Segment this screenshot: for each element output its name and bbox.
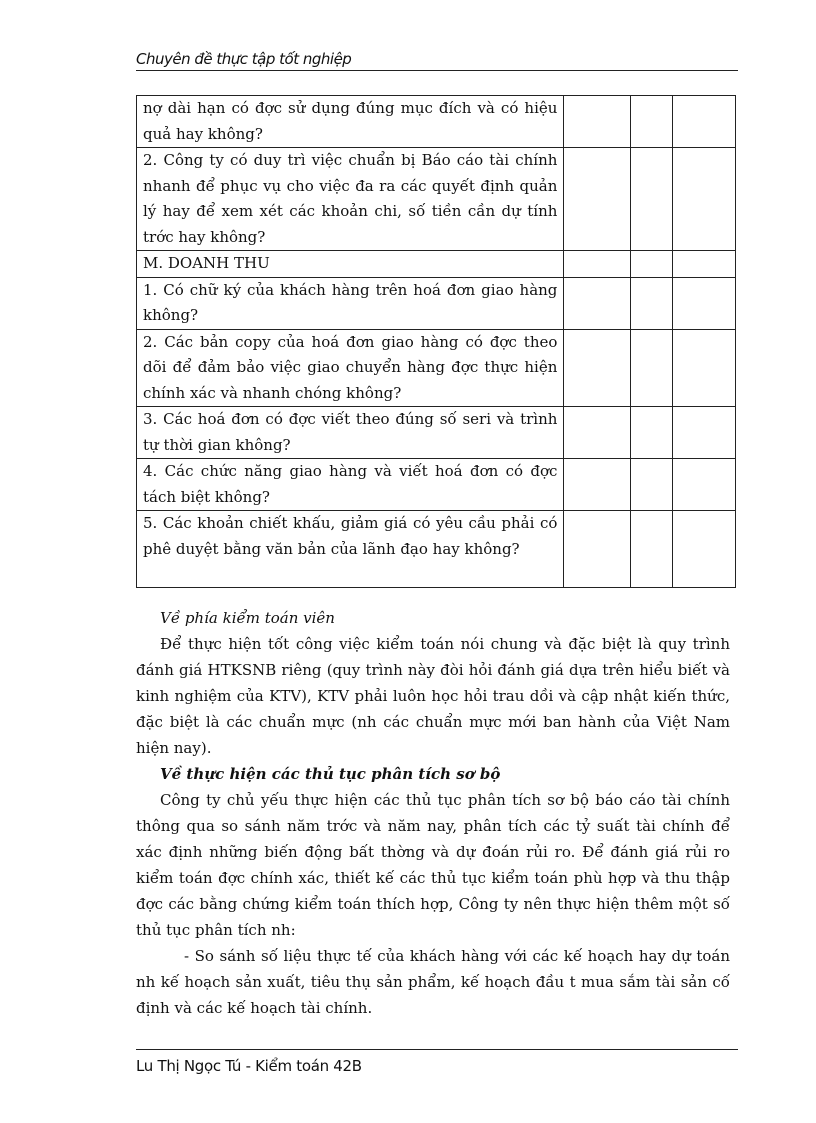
internal-control-checklist-table	[136, 95, 736, 588]
answer-cell-yes	[564, 459, 631, 511]
table-row-section	[137, 251, 736, 278]
question-cell: 2. Công ty có duy trì việc chuẩn bị Báo cáo tài chính nhanh để phục vụ cho việc đa ra các quyết định quản lý hay để xem xét các khoản chi, số tiền cần dự tính trớc hay không?	[137, 148, 564, 251]
question-cell: 5. Các khoản chiết khấu, giảm giá có yêu cầu phải có phê duyệt bằng văn bản của lãnh đạo hay không?	[137, 511, 564, 588]
answer-cell-no	[630, 511, 672, 588]
answer-cell-no	[630, 96, 672, 148]
answer-cell-note	[672, 407, 735, 459]
answer-cell-yes	[564, 407, 631, 459]
answer-cell-yes	[564, 277, 631, 329]
answer-cell-no	[630, 148, 672, 251]
question-cell: 4. Các chức năng giao hàng và viết hoá đơn có đợc tách biệt không?	[137, 459, 564, 511]
answer-cell-yes	[564, 251, 631, 278]
answer-cell-no	[630, 459, 672, 511]
answer-cell-note	[672, 277, 735, 329]
answer-cell-note	[672, 329, 735, 407]
answer-cell-note	[672, 148, 735, 251]
table-row	[137, 407, 736, 459]
answer-cell-yes	[564, 148, 631, 251]
answer-cell-note	[672, 251, 735, 278]
page-footer-author: Lu Thị Ngọc Tú - Kiểm toán 42B	[136, 1057, 362, 1075]
table-row	[137, 329, 736, 407]
question-cell: 2. Các bản copy của hoá đơn giao hàng có đợc theo dõi để đảm bảo việc giao chuyển hàng đợc thực hiện chính xác và nhanh chóng không?	[137, 329, 564, 407]
page-header-title: Chuyên đề thực tập tốt nghiệp	[136, 50, 352, 68]
section-heading-analytical-procedures: Về thực hiện các thủ tục phân tích sơ bộ	[160, 765, 501, 783]
table-row	[137, 148, 736, 251]
table-row	[137, 459, 736, 511]
answer-cell-note	[672, 96, 735, 148]
paragraph-auditor: Để thực hiện tốt công việc kiểm toán nói chung và đặc biệt là quy trình đánh giá HTKSNB riêng (quy trình này đòi hỏi đánh giá dựa trên hiểu biết và kinh nghiệm của KTV), KTV phải luôn học hỏi trau dồi và cập nhật kiến thức, đặc biệt là các chuẩn mực (nh các chuẩn mực mới ban hành của Việt Nam hiện nay).	[136, 635, 730, 757]
answer-cell-no	[630, 329, 672, 407]
question-cell: nợ dài hạn có đợc sử dụng đúng mục đích và có hiệu quả hay không?	[137, 96, 564, 148]
answer-cell-no	[630, 277, 672, 329]
question-cell: 1. Có chữ ký của khách hàng trên hoá đơn giao hàng không?	[137, 277, 564, 329]
table-row	[137, 96, 736, 148]
answer-cell-note	[672, 459, 735, 511]
question-cell: 3. Các hoá đơn có đợc viết theo đúng số seri và trình tự thời gian không?	[137, 407, 564, 459]
answer-cell-yes	[564, 511, 631, 588]
table-row	[137, 277, 736, 329]
answer-cell-yes	[564, 329, 631, 407]
paragraph-analytical-procedures: Công ty chủ yếu thực hiện các thủ tục phân tích sơ bộ báo cáo tài chính thông qua so sánh năm trớc và năm nay, phân tích các tỷ suất tài chính để xác định những biến động bất thờng và dự đoán rủi ro. Để đánh giá rủi ro kiểm toán đợc chính xác, thiết kế các thủ tục kiểm toán phù hợp và thu thập đợc các bằng chứng kiểm toán thích hợp, Công ty nên thực hiện thêm một số thủ tục phân tích nh:	[136, 791, 730, 939]
header-divider	[136, 70, 738, 71]
paragraph-bullet-compare: - So sánh số liệu thực tế của khách hàng với các kế hoạch hay dự toán nh kế hoạch sản xuất, tiêu thụ sản phẩm, kế hoạch đầu t mua sắm tài sản cố định và các kế hoạch tài chính.	[136, 947, 730, 1017]
answer-cell-yes	[564, 96, 631, 148]
section-heading-auditor: Về phía kiểm toán viên	[160, 609, 335, 627]
table-row	[137, 511, 736, 588]
answer-cell-note	[672, 511, 735, 588]
footer-divider	[136, 1049, 738, 1050]
answer-cell-no	[630, 407, 672, 459]
answer-cell-no	[630, 251, 672, 278]
body-content	[136, 605, 730, 1021]
section-heading-cell: M. DOANH THU	[137, 251, 564, 278]
